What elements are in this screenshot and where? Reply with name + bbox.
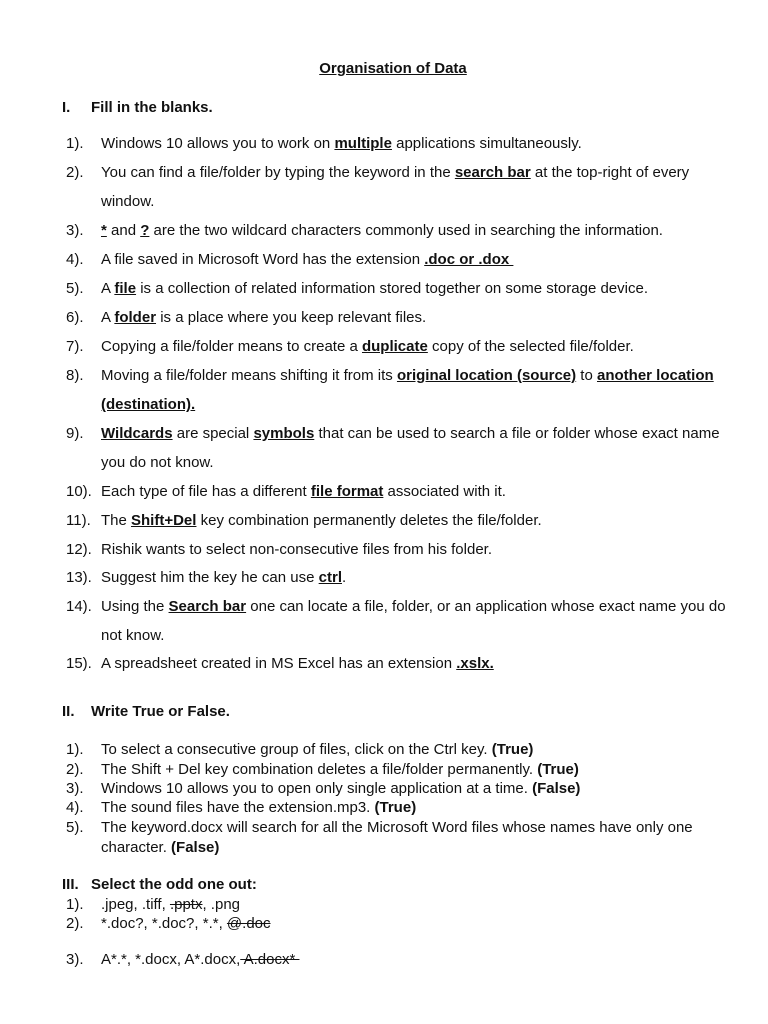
true-false-item: 1). To select a consecutive group of files, click on the Ctrl key. (True) (66, 741, 534, 758)
section-3-number: III. (62, 876, 79, 893)
fill-item: 4). A file saved in Microsoft Word has the extension .doc or .dox (66, 251, 514, 268)
section-2-heading (62, 703, 230, 720)
fill-item: 3). * and ? are the two wildcard characters commonly used in searching the information. (66, 222, 663, 239)
tf-answer: (False) (171, 838, 220, 856)
true-false-item: 2). The Shift + Del key combination deletes a file/folder permanently. (True) (66, 761, 579, 778)
answer-blank: search bar (454, 164, 531, 181)
answer-blank: file format (310, 483, 384, 500)
tf-answer: (True) (374, 799, 417, 816)
struck-answer: A.docx* (240, 951, 300, 968)
fill-item: 14). Using the Search bar one can locate a file, folder, or an application whose exact name you do not know. (66, 598, 726, 644)
fill-item: 2). You can find a file/folder by typing the keyword in the search bar at the top-right of every window. (66, 164, 690, 210)
struck-answer: .pptx (169, 896, 203, 913)
answer-blank: Search bar (168, 598, 247, 615)
answer-blank: .xslx. (456, 655, 494, 672)
fill-item: 5). A file is a collection of related information stored together on some storage device. (66, 280, 648, 297)
section-3-heading (62, 876, 257, 893)
fill-item: 15). A spreadsheet created in MS Excel has an extension .xslx. (66, 655, 494, 672)
answer-blank: multiple (334, 135, 392, 152)
fill-item: 7). Copying a file/folder means to create a duplicate copy of the selected file/folder. (66, 338, 634, 355)
fill-item: 11). The Shift+Del key combination permanently deletes the file/folder. (66, 512, 542, 529)
fill-item: 6). A folder is a place where you keep relevant files. (66, 309, 427, 326)
answer-blank: ctrl (318, 569, 342, 586)
odd-one-item: 3). A*.*, *.docx, A*.docx, A.docx* (66, 951, 300, 968)
section-2-number: II. (62, 703, 75, 720)
true-false-item: 5). The keyword.docx will search for all the Microsoft Word files whose names have only one character. (False) (66, 819, 693, 856)
section-1-heading (62, 99, 213, 116)
answer-blank: another location (destination). (101, 367, 714, 413)
fill-item: 1). Windows 10 allows you to work on multiple applications simultaneously. (66, 135, 582, 152)
section-1-title: Fill in the blanks. (91, 99, 213, 116)
fill-item: 13). Suggest him the key he can use ctrl. (66, 569, 347, 586)
odd-one-item: 2). *.doc?, *.doc?, *.*, @.doc (66, 915, 271, 932)
answer-blank: folder (114, 309, 157, 326)
true-false-item: 4). The sound files have the extension.mp3. (True) (66, 799, 417, 816)
fill-item: 9). Wildcards are special symbols that can be used to search a file or folder whose exact name you do not know. (66, 425, 720, 471)
fill-item: 8). Moving a file/folder means shifting it from its original location (source) to another location (destination). (66, 367, 714, 413)
answer-blank: Shift+Del (131, 512, 197, 529)
struck-answer: @.doc (226, 915, 271, 932)
answer-blank: * (101, 222, 107, 239)
answer-blank: file (114, 280, 137, 297)
tf-answer: (True) (491, 741, 534, 758)
tf-answer: (True) (537, 761, 579, 778)
section-3-title: Select the odd one out: (91, 876, 257, 893)
page-title: Organisation of Data (319, 60, 467, 77)
answer-blank: symbols (253, 425, 315, 442)
fill-item: 12). Rishik wants to select non-consecutive files from his folder. (66, 541, 493, 558)
answer-blank: .doc or .dox (424, 251, 514, 268)
section-1-number: I. (62, 99, 71, 116)
fill-item: 10). Each type of file has a different file format associated with it. (66, 483, 506, 500)
answer-blank: ? (140, 222, 150, 239)
section-2-title: Write True or False. (91, 703, 230, 720)
answer-blank: duplicate (361, 338, 428, 355)
odd-one-item: 1). .jpeg, .tiff, .pptx, .png (66, 896, 240, 913)
answer-blank: original location (source) (396, 367, 577, 384)
tf-answer: (False) (532, 780, 581, 797)
true-false-item: 3). Windows 10 allows you to open only single application at a time. (False) (66, 780, 581, 797)
answer-blank: Wildcards (101, 425, 173, 442)
